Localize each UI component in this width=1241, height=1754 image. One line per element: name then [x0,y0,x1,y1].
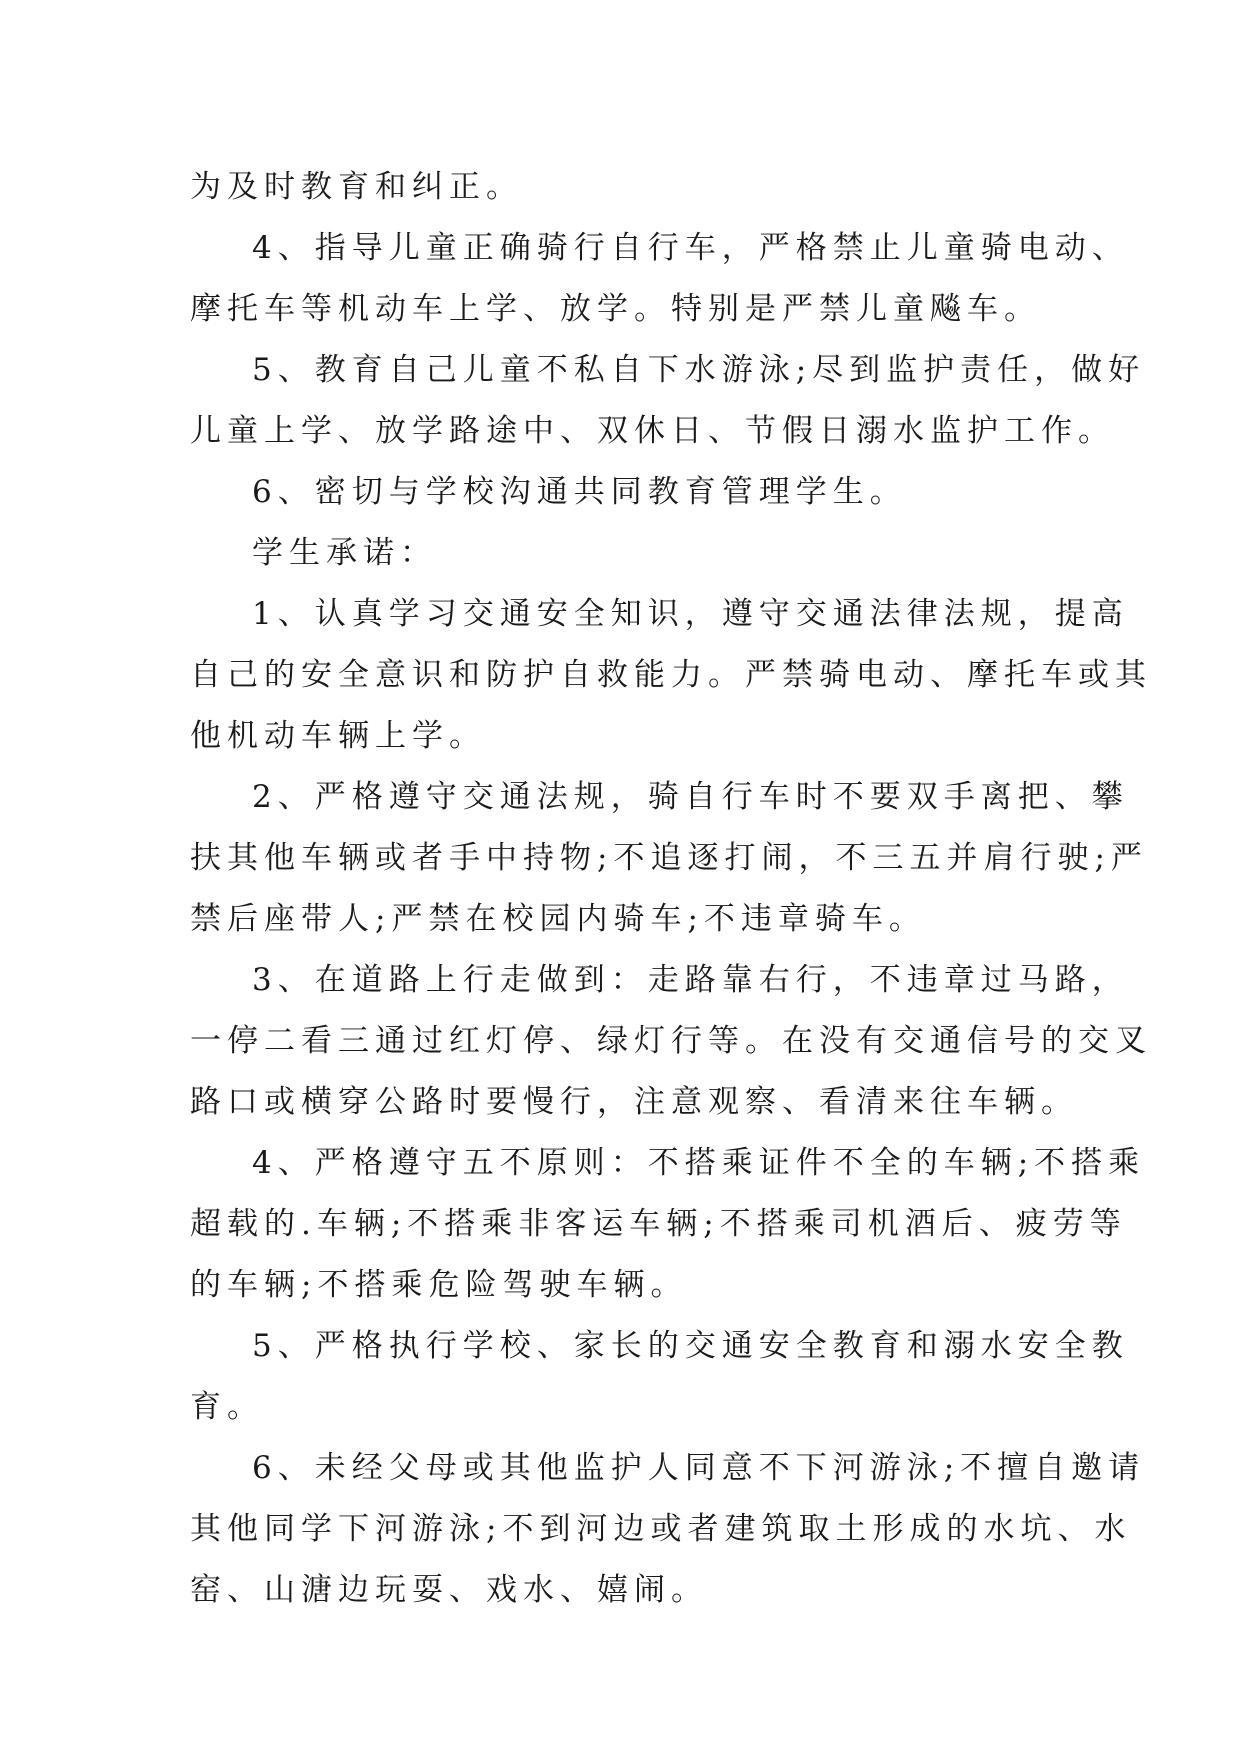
line-text: 的车辆;不搭乘危险驾驶车辆。 [190,1267,688,1303]
text-line [190,767,1129,828]
text-line [190,1377,1060,1438]
text-line [190,828,1148,889]
text-line [190,706,1060,767]
line-text: 自己的安全意识和防护自救能力。严禁骑电动、摩托车或其 [190,657,1152,693]
line-text: 摩托车等机动车上学、放学。特别是严禁儿童飚车。 [190,291,1041,327]
text-line [190,889,1060,950]
text-line [190,1255,1060,1316]
line-text: 4、指导儿童正确骑行自行车，严格禁止儿童骑电动、 [252,230,1129,266]
document-body [190,157,1152,1621]
line-text: 超载的.车辆;不搭乘非客运车辆;不搭乘司机酒后、疲劳等 [190,1206,1127,1242]
text-line [190,1194,1127,1255]
line-text: 一停二看三通过红灯停、绿灯行等。在没有交通信号的交叉 [190,1023,1152,1059]
text-line [190,1133,1146,1194]
line-text: 禁后座带人;严禁在校园内骑车;不违章骑车。 [190,901,926,937]
line-text: 5、教育自己儿童不私自下水游泳;尽到监护责任，做好 [252,352,1146,388]
text-line [190,1011,1152,1072]
text-line [190,279,1060,340]
section-heading [190,523,1060,584]
line-text: 育。 [190,1389,264,1425]
text-line [190,950,1129,1011]
text-line [190,401,1115,462]
line-text: 他机动车辆上学。 [190,718,486,754]
text-line [190,1499,1132,1560]
text-line [190,1560,1060,1621]
line-text: 3、在道路上行走做到：走路靠右行，不违章过马路， [252,962,1129,998]
text-line [190,584,1129,645]
line-text: 1、认真学习交通安全知识，遵守交通法律法规，提高 [252,596,1129,632]
text-line [190,157,1060,218]
text-line [190,218,1129,279]
text-line [190,340,1146,401]
line-text: 学生承诺： [252,535,437,571]
text-line [190,1438,1146,1499]
line-text: 6、密切与学校沟通共同教育管理学生。 [252,474,907,510]
line-text: 窑、山溏边玩耍、戏水、嬉闹。 [190,1572,708,1608]
line-text: 儿童上学、放学路途中、双休日、节假日溺水监护工作。 [190,413,1115,449]
line-text: 其他同学下河游泳;不到河边或者建筑取土形成的水坑、水 [190,1511,1132,1547]
text-line [190,645,1152,706]
line-text: 5、严格执行学校、家长的交通安全教育和溺水安全教 [252,1328,1129,1364]
line-text: 路口或横穿公路时要慢行，注意观察、看清来往车辆。 [190,1084,1078,1120]
line-text: 4、严格遵守五不原则：不搭乘证件不全的车辆;不搭乘 [252,1145,1146,1181]
line-text: 6、未经父母或其他监护人同意不下河游泳;不擅自邀请 [252,1450,1146,1486]
line-text: 扶其他车辆或者手中持物;不追逐打闹，不三五并肩行驶;严 [190,840,1148,876]
line-text: 为及时教育和纠正。 [190,169,523,205]
line-text: 2、严格遵守交通法规，骑自行车时不要双手离把、攀 [252,779,1129,815]
text-line [190,1072,1078,1133]
text-line [190,462,1060,523]
text-line [190,1316,1129,1377]
